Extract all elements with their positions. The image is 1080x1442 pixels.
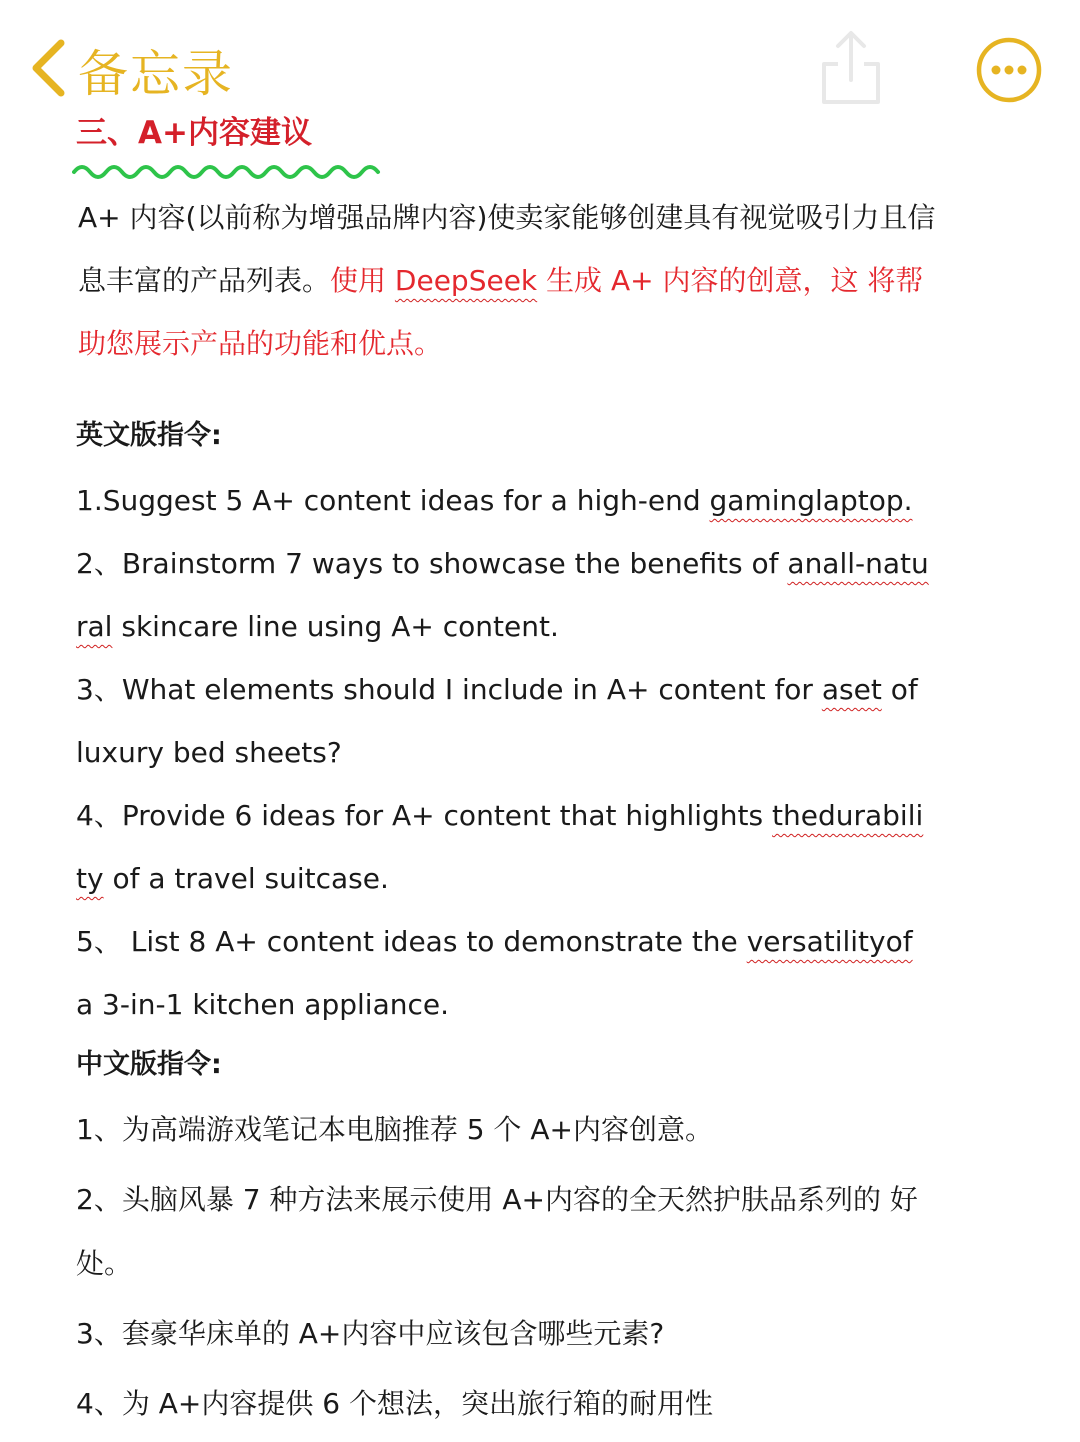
chinese-prompt-1: 1、为高端游戏笔记本电脑推荐 5 个 A+内容创意。 bbox=[76, 1113, 713, 1146]
chinese-prompt-3: 3、套豪华床单的 A+内容中应该包含哪些元素? bbox=[76, 1317, 665, 1350]
intro-red-text-end: 生成 A+ 内容的创意，这 将帮助您展示产品的功能和优点。 bbox=[78, 264, 924, 360]
chinese-heading: 中文版指令: bbox=[76, 1049, 222, 1080]
intro-text: A+ 内容(以前称为增强品牌内容)使卖家能够创建具有视觉吸引力且信息丰富的产品列表。 bbox=[78, 201, 936, 297]
deepseek-brand: DeepSeek bbox=[394, 264, 538, 297]
back-label: 备忘录 bbox=[78, 45, 234, 103]
section-title: 三、A+内容建议 bbox=[76, 115, 312, 151]
share-button[interactable] bbox=[818, 28, 884, 108]
chinese-prompt-2: 2、头脑风暴 7 种方法来展示使用 A+内容的全天然护肤品系列的 好处。 bbox=[76, 1183, 918, 1280]
intro-red-text-start: 使用 bbox=[330, 264, 395, 297]
chevron-left-icon bbox=[28, 37, 68, 103]
english-prompt-5: 5、 List 8 A+ content ideas to demonstrate the versatilityof a 3-in-1 kitchen appliance. bbox=[76, 925, 913, 1021]
more-button[interactable] bbox=[975, 36, 1043, 104]
english-prompt-2: 2、Brainstorm 7 ways to showcase the benefits of anall-natu ral skincare line using A+ content. bbox=[76, 547, 929, 643]
more-icon bbox=[975, 89, 1043, 108]
wavy-underline bbox=[72, 158, 384, 182]
english-prompt-3: 3、What elements should I include in A+ content for aset of luxury bed sheets? bbox=[76, 673, 918, 769]
english-prompt-4: 4、Provide 6 ideas for A+ content that highlights thedurabili ty of a travel suitcase. bbox=[76, 799, 924, 895]
chinese-prompt-4: 4、为 A+内容提供 6 个想法，突出旅行箱的耐用性 bbox=[76, 1387, 713, 1420]
english-heading: 英文版指令: bbox=[76, 420, 222, 451]
navigation-bar bbox=[0, 0, 1080, 110]
english-prompt-1: 1.Suggest 5 A+ content ideas for a high-end gaminglaptop. bbox=[76, 484, 913, 517]
intro-paragraph bbox=[78, 186, 936, 375]
note-body[interactable] bbox=[76, 108, 936, 1442]
back-button[interactable] bbox=[28, 34, 234, 106]
